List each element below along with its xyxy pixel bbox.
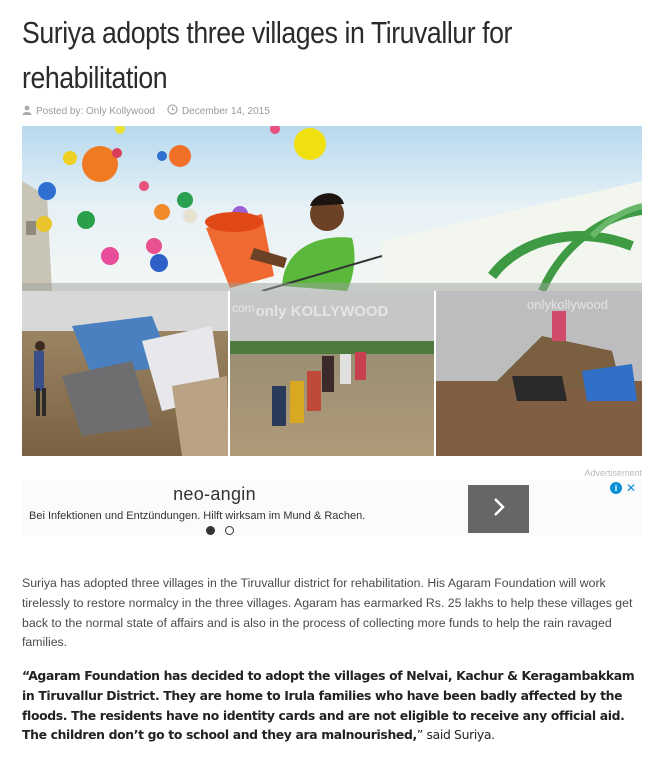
quote-attribution: ” said Suriya.: [416, 727, 495, 743]
info-icon[interactable]: i: [610, 482, 622, 494]
ad-description[interactable]: Bei Infektionen und Entzündungen. Hilft wirksam im Mund & Rachen.: [29, 510, 366, 522]
carousel-dot[interactable]: [225, 526, 234, 535]
ad-label: Advertisement: [584, 468, 642, 478]
article-meta: [22, 104, 270, 118]
ad-carousel-dots: [206, 526, 234, 535]
ad-next-button[interactable]: [468, 485, 529, 533]
ad-title[interactable]: neo-angin: [173, 484, 256, 504]
clock-icon: [167, 104, 178, 118]
user-icon: [22, 105, 32, 118]
watermark-com: com: [232, 301, 255, 315]
article-title: Suriya adopts three villages in Tiruvallur for rehabilitation: [22, 15, 512, 95]
hero-image: [22, 126, 642, 456]
ad-banner[interactable]: [22, 480, 642, 536]
watermark-logo: only KOLLYWOOD: [255, 303, 389, 320]
article-quote: [22, 666, 647, 745]
carousel-dot-active[interactable]: [206, 526, 215, 535]
chevron-right-icon: [491, 496, 507, 523]
close-icon[interactable]: ✕: [625, 481, 637, 495]
post-date: December 14, 2015: [181, 105, 270, 117]
article-paragraph: Suriya has adopted three villages in the Tiruvallur district for rehabilitation. His Agaram Foundation will work tirelessly to restore normalcy in the three villages. Agaram has earmarked Rs. 25 lakhs to help these villages get back to the normal state of affairs and is also in the process of collecting more funds to help the rain ravaged families.: [22, 576, 633, 650]
posted-by[interactable]: Posted by: Only Kollywood: [36, 105, 155, 117]
watermark-site: onlykollywood: [527, 297, 608, 312]
quote-text: “Agaram Foundation has decided to adopt the villages of Nelvai, Kachur & Keragambakkam in Tiruvallur District. They are home to Irula families who have been badly affected by the floods. The residents have no identity cards and are not eligible to receive any official aid. The children don’t go to school and they ara malnourished,: [22, 668, 635, 743]
